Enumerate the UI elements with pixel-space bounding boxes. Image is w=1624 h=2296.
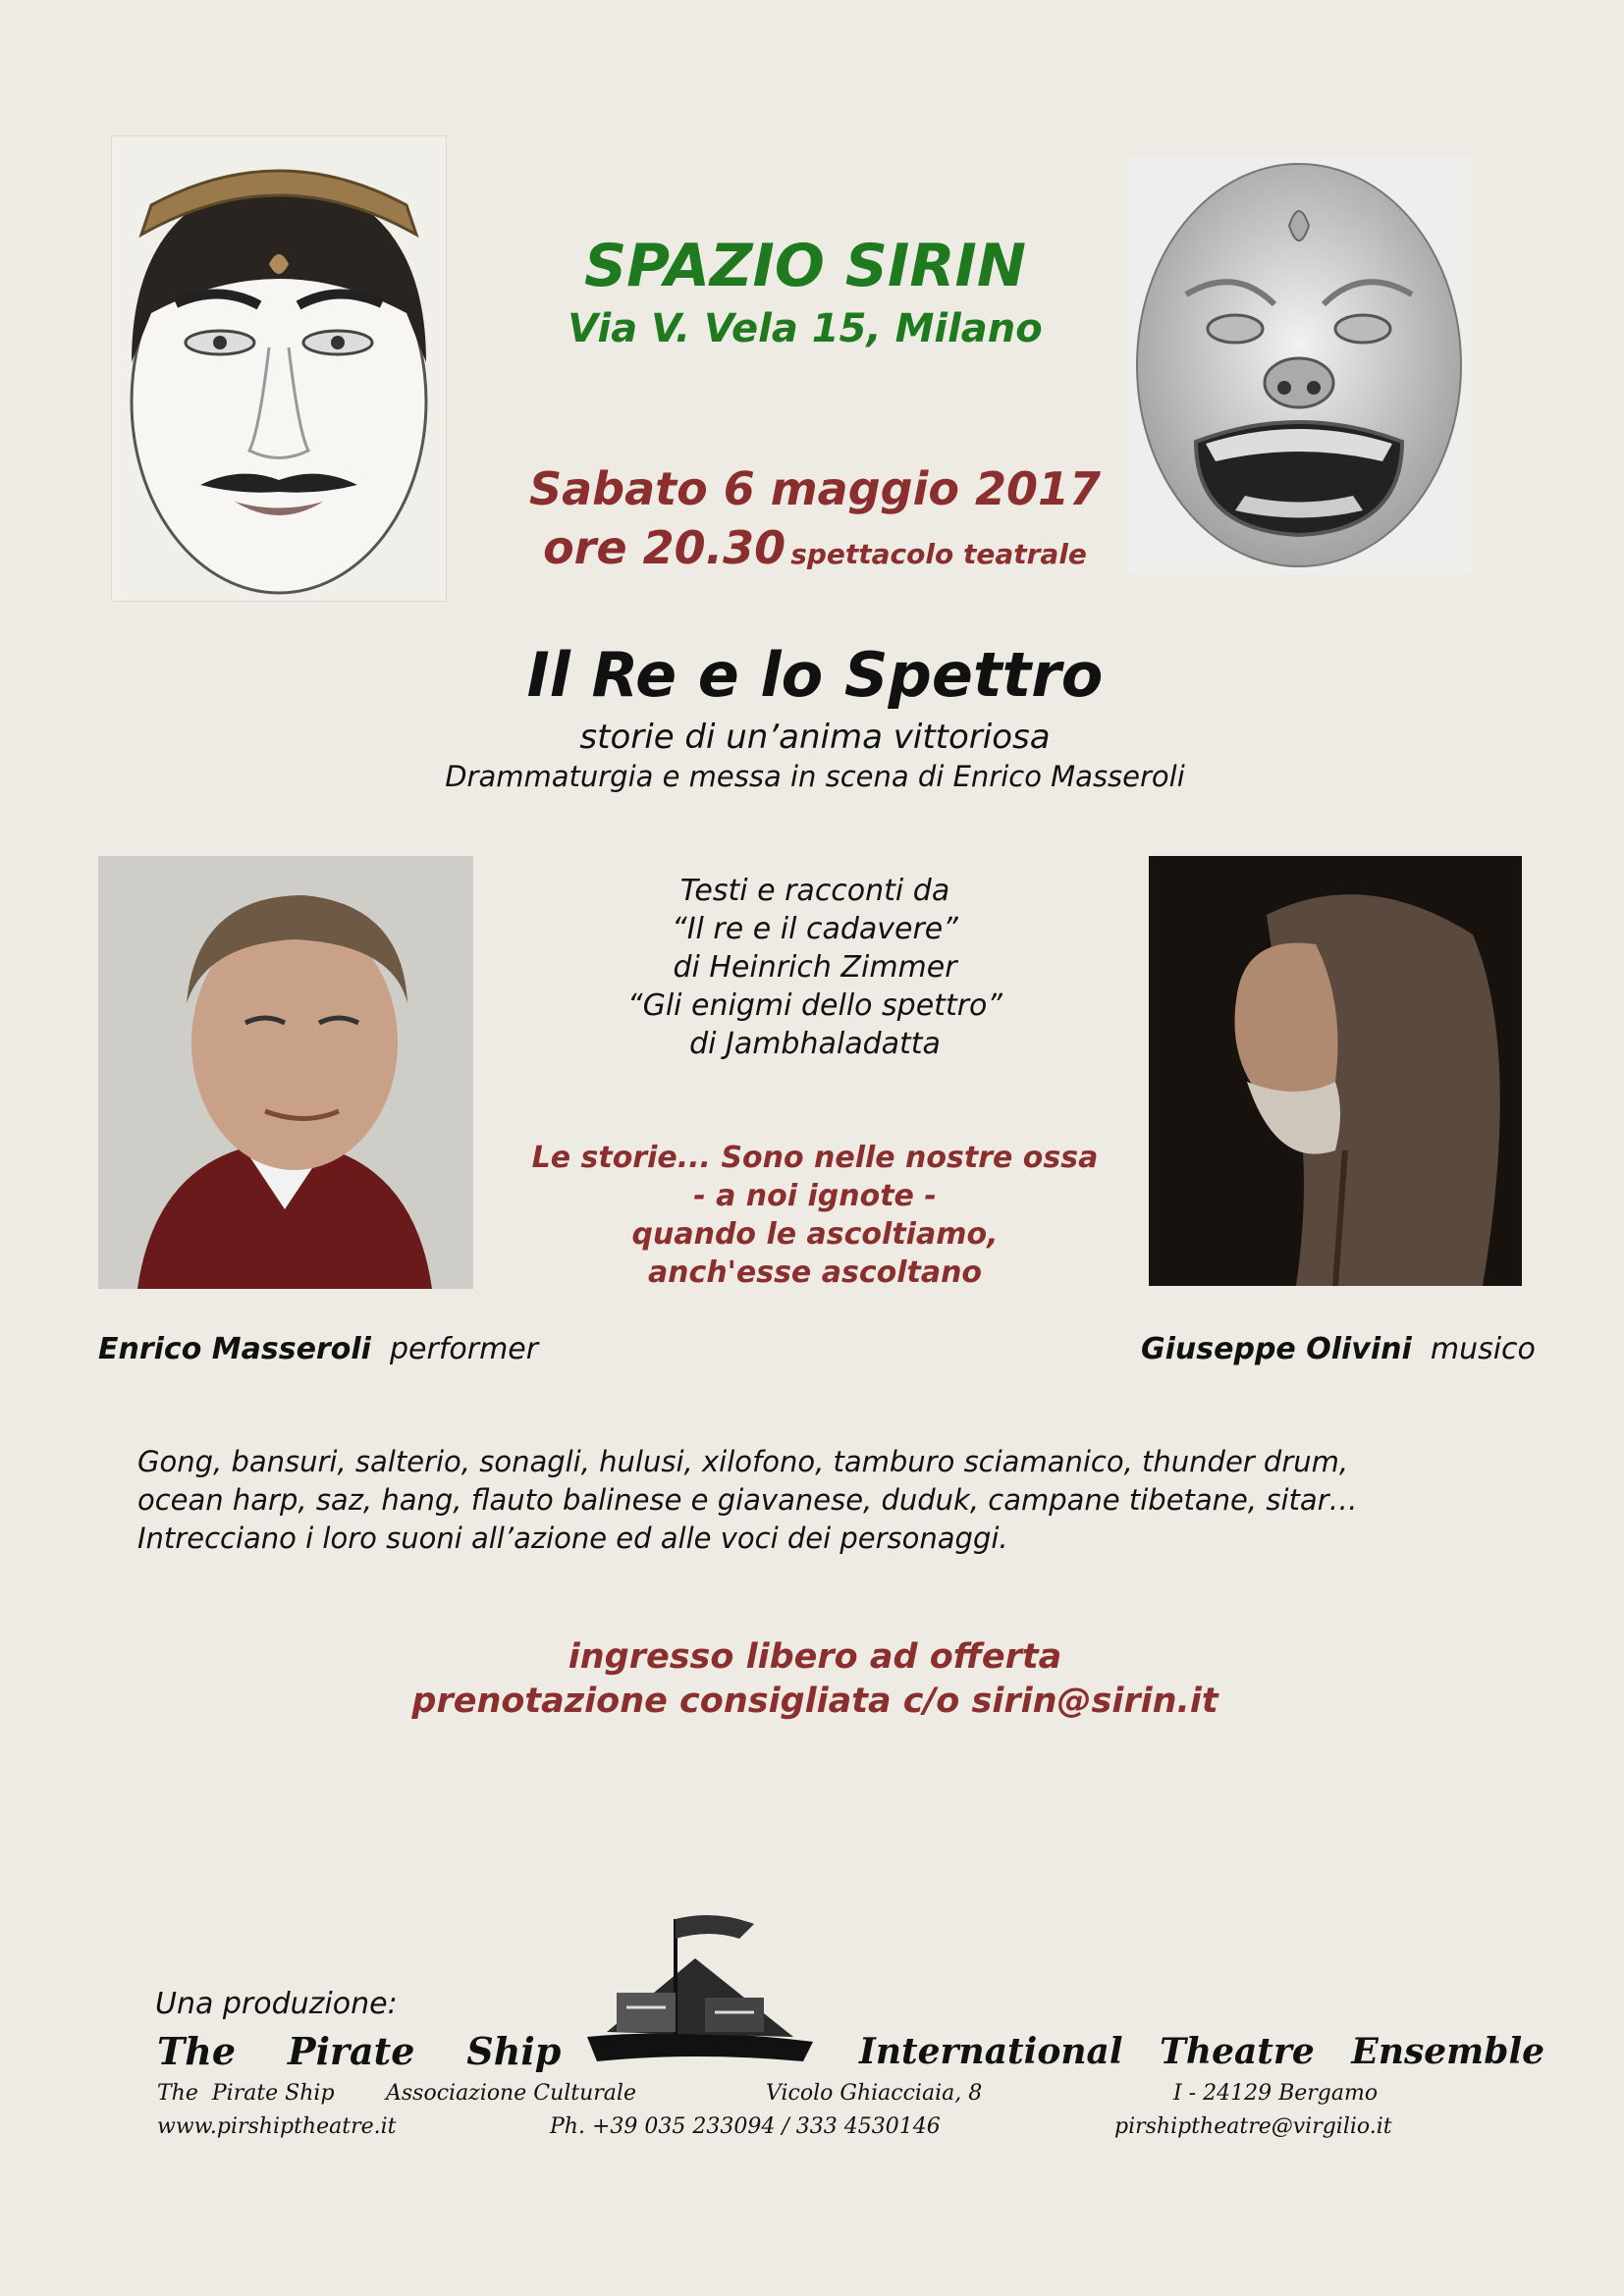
production-assoc-1: The Pirate Ship [157,2081,335,2106]
white-mask-image [111,135,447,602]
event-time: ore 20.30 [543,521,786,574]
quote-line: Le storie... Sono nelle nostre ossa [531,1141,1099,1175]
sources-text [491,872,1139,1063]
quote-line: quando le ascoltiamo, [631,1217,999,1252]
production-phone: Ph. +39 035 233094 / 333 4530146 [550,2114,941,2139]
entry-line-1: ingresso libero ad offerta [568,1637,1062,1677]
sources-line: “Gli enigmi dello spettro” [627,988,1002,1023]
show-subtitle: storie di un’anima vittoriosa [579,718,1051,757]
event-time-line [471,520,1159,586]
left-performer-caption [98,1330,589,1369]
production-details [157,2077,1394,2156]
production-website-link[interactable]: www.pirshiptheatre.it [157,2114,397,2139]
quote-line: - a noi ignote - [693,1179,937,1213]
production-city: I - 24129 Bergamo [1173,2081,1379,2106]
enrico-masseroli-photo [98,856,473,1289]
instruments-line: Gong, bansuri, salterio, sonagli, hulusi, xilofono, tamburo sciamanico, thunder drum, [137,1445,1349,1478]
sources-line: di Jambhaladatta [689,1027,941,1061]
quote-text [491,1139,1139,1292]
instruments-text [137,1443,1532,1558]
quote-line: anch'esse ascoltano [647,1255,983,1290]
event-date: Sabato 6 maggio 2017 [528,462,1101,515]
event-kind: spettacolo teatrale [790,538,1087,570]
show-credit: Drammaturgia e messa in scena di Enrico Masseroli [445,760,1185,793]
sources-line: di Heinrich Zimmer [673,950,957,985]
grey-mask-image [1127,157,1471,574]
right-performer-caption [1141,1330,1553,1369]
entry-line-2: prenotazione consigliata c/o sirin@sirin.it [411,1682,1218,1721]
production-street: Vicolo Ghiacciaia, 8 [766,2081,983,2106]
giuseppe-olivini-photo [1149,856,1522,1286]
sources-line: “Il re e il cadavere” [672,912,958,946]
production-name-right: International Theatre Ensemble [859,2031,1545,2072]
venue-address: Via V. Vela 15, Milano [568,306,1043,351]
right-performer-name: Giuseppe Olivini [1141,1332,1412,1366]
sources-line: Testi e racconti da [679,874,950,908]
production-name-left: The Pirate Ship [157,2029,562,2073]
production-email-link[interactable]: pirshiptheatre@virgilio.it [1114,2114,1392,2139]
left-performer-role: performer [389,1332,539,1366]
instruments-line: Intrecciano i loro suoni all’azione ed alle voci dei personaggi. [137,1522,1008,1555]
right-performer-role: musico [1430,1332,1536,1366]
show-title: Il Re e lo Spettro [526,639,1104,711]
left-performer-name: Enrico Masseroli [98,1332,371,1366]
instruments-line: ocean harp, saz, hang, flauto balinese e giavanese, duduk, campane tibetane, sitar… [137,1483,1358,1517]
pirate-ship-logo [568,1899,825,2066]
venue-name: SPAZIO SIRIN [583,232,1027,300]
production-intro: Una produzione: [155,1987,398,2021]
production-assoc-2: Associazione Culturale [386,2081,636,2106]
